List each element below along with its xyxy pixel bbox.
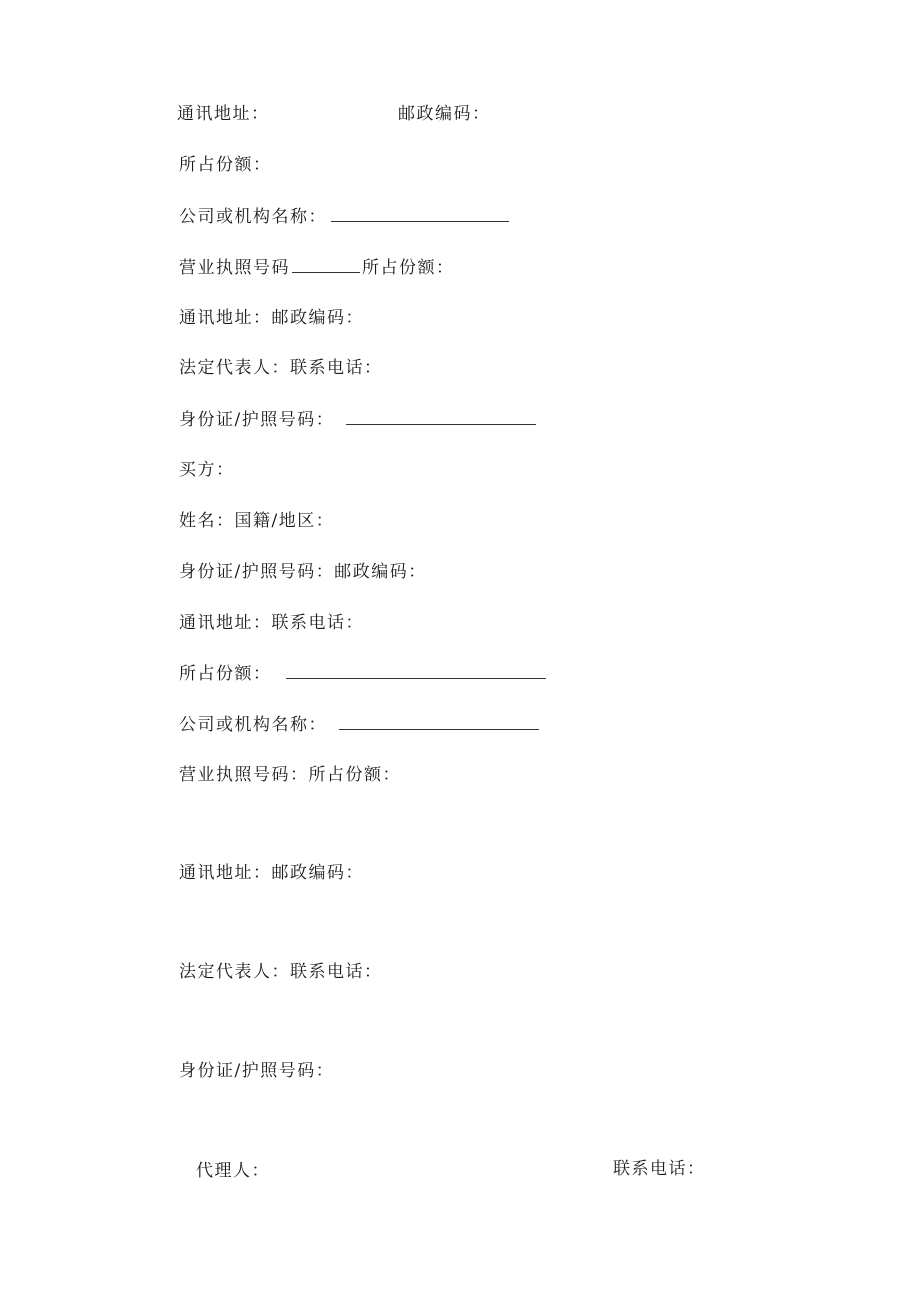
- buyer-heading: 买方：: [179, 460, 235, 480]
- seller-id-row: [179, 408, 536, 431]
- seller-company-blank[interactable]: [331, 205, 509, 222]
- buyer-license-label: 营业执照号码：所占份额：: [179, 765, 401, 785]
- seller-license-label: 营业执照号码: [179, 258, 290, 278]
- seller-id-blank[interactable]: [346, 408, 536, 425]
- seller-id-label: 身份证/护照号码：: [179, 410, 335, 430]
- buyer-legal-rep-label: 法定代表人：联系电话：: [179, 962, 383, 982]
- buyer-id-label: 身份证/护照号码：邮政编码：: [179, 562, 427, 582]
- seller-postcode-label: 邮政编码：: [398, 104, 491, 124]
- seller-address-label: 通讯地址：: [177, 104, 270, 124]
- seller-license-share-label: 所占份额：: [362, 258, 455, 278]
- buyer-share-blank[interactable]: [286, 662, 546, 679]
- buyer-legal-rep-id-label: 身份证/护照号码：: [179, 1061, 335, 1081]
- seller-share-label: 所占份额：: [179, 155, 272, 175]
- buyer-share-label: 所占份额：: [179, 664, 272, 684]
- buyer-share-row: [179, 662, 546, 685]
- buyer-company-blank[interactable]: [339, 713, 539, 730]
- buyer-company-label: 公司或机构名称：: [179, 715, 327, 735]
- seller-legal-rep-label: 法定代表人：联系电话：: [179, 358, 383, 378]
- seller-license-row: [179, 256, 455, 279]
- seller-company-address-label: 通讯地址：邮政编码：: [179, 308, 364, 328]
- seller-company-label: 公司或机构名称：: [179, 207, 327, 227]
- agent-phone-label: 联系电话：: [613, 1159, 706, 1179]
- buyer-company-row: [179, 713, 539, 736]
- seller-license-blank[interactable]: [292, 256, 360, 273]
- seller-company-row: [179, 205, 509, 228]
- buyer-name-label: 姓名：国籍/地区：: [179, 511, 335, 531]
- buyer-address-label: 通讯地址：联系电话：: [179, 613, 364, 633]
- buyer-company-address-label: 通讯地址：邮政编码：: [179, 863, 364, 883]
- agent-label: 代理人：: [196, 1161, 270, 1181]
